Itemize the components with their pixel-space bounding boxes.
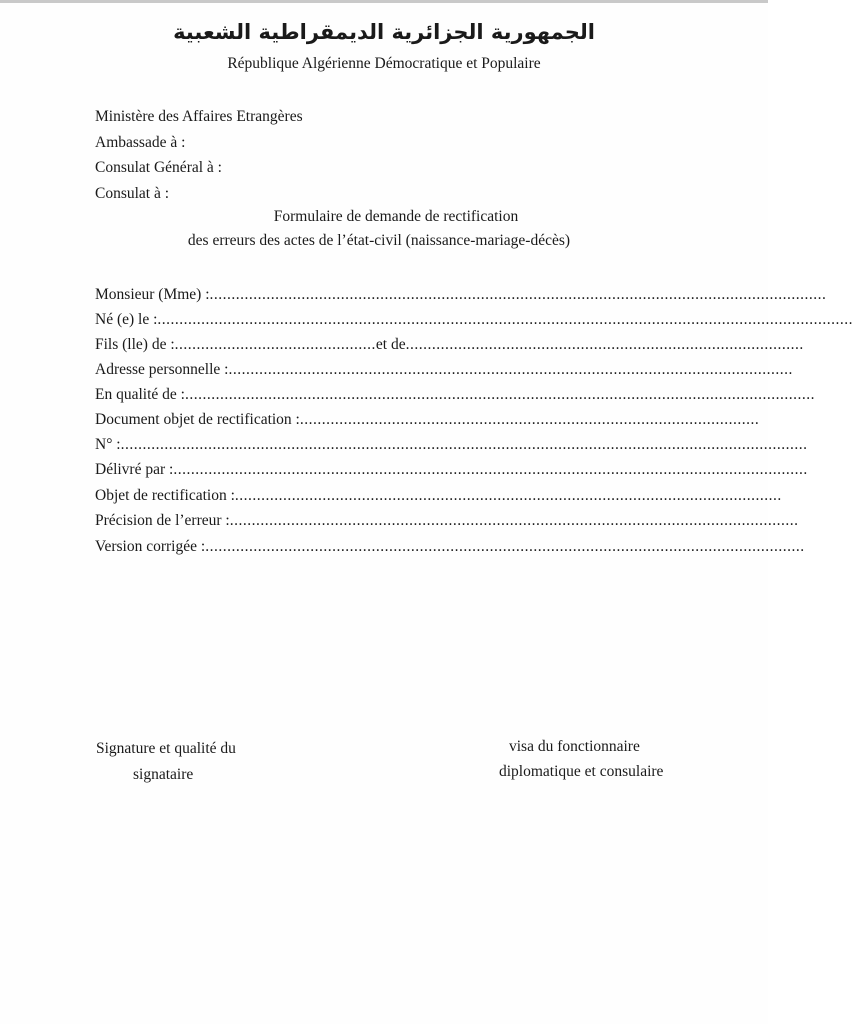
field-label: Fils (lle) de : (95, 336, 175, 353)
field-label: Précision de l’erreur : (95, 512, 230, 529)
fill-dots: ............................................................................................................................................................... (157, 311, 853, 328)
french-republic-title: République Algérienne Démocratique et Populaire (227, 55, 541, 72)
field-delivre[interactable] (95, 461, 808, 483)
field-label-et-de: et de (375, 336, 406, 353)
fill-dots: ............................................................................................................................................................. (120, 436, 808, 453)
field-objet[interactable] (95, 487, 782, 509)
field-label: Monsieur (Mme) : (95, 286, 210, 303)
fill-dots: ......................................................................................................................................... (205, 538, 805, 555)
embassy-line: Ambassade à : (95, 134, 186, 151)
visa-label-line2: diplomatique et consulaire (499, 763, 664, 780)
field-document[interactable] (95, 411, 760, 433)
form-title-line2: des erreurs des actes de l’état-civil (naissance-mariage-décès) (187, 232, 571, 249)
field-qualite[interactable] (95, 386, 815, 408)
fill-dots: .................................................................................................................................. (229, 512, 799, 529)
arabic-republic-title: الجمهورية الجزائرية الديمقراطية الشعبية (173, 20, 595, 44)
fill-dots: ............................................................................................................................. (234, 487, 782, 504)
fill-dots: ............................................................................................................................................. (209, 286, 827, 303)
fill-dots: ................................................................................................................................................ (184, 386, 815, 403)
ministry-line: Ministère des Affaires Etrangères (95, 108, 303, 125)
consulate-general-line: Consulat Général à : (95, 159, 222, 176)
field-label: Objet de rectification : (95, 487, 235, 504)
field-precision[interactable] (95, 512, 799, 534)
field-monsieur[interactable] (95, 286, 827, 308)
signature-label-line1: Signature et qualité du (96, 740, 236, 757)
signature-label-line2: signataire (133, 766, 194, 783)
fill-dots: .............................................. (174, 336, 376, 353)
field-adresse[interactable] (95, 361, 793, 383)
visa-label-line1: visa du fonctionnaire (509, 738, 640, 755)
fill-dots: ......................................................................................................... (299, 411, 760, 428)
field-label: Document objet de rectification : (95, 411, 300, 428)
fill-dots: ................................................................................................................................. (228, 361, 793, 378)
field-label: Adresse personnelle : (95, 361, 229, 378)
field-fils-de[interactable] (95, 336, 804, 358)
field-numero[interactable] (95, 436, 808, 458)
fill-dots: ........................................................................................... (405, 336, 804, 353)
form-title-line1: Formulaire de demande de rectification (273, 208, 519, 225)
field-label: En qualité de : (95, 386, 185, 403)
field-label: Version corrigée : (95, 538, 206, 555)
fill-dots: ................................................................................................................................................. (173, 461, 808, 478)
field-version[interactable] (95, 538, 805, 560)
consulate-line: Consulat à : (95, 185, 170, 202)
field-label: Délivré par : (95, 461, 174, 478)
field-label: Né (e) le : (95, 311, 158, 328)
scan-edge (0, 0, 768, 3)
field-ne-le[interactable] (95, 311, 853, 333)
field-label: N° : (95, 436, 121, 453)
